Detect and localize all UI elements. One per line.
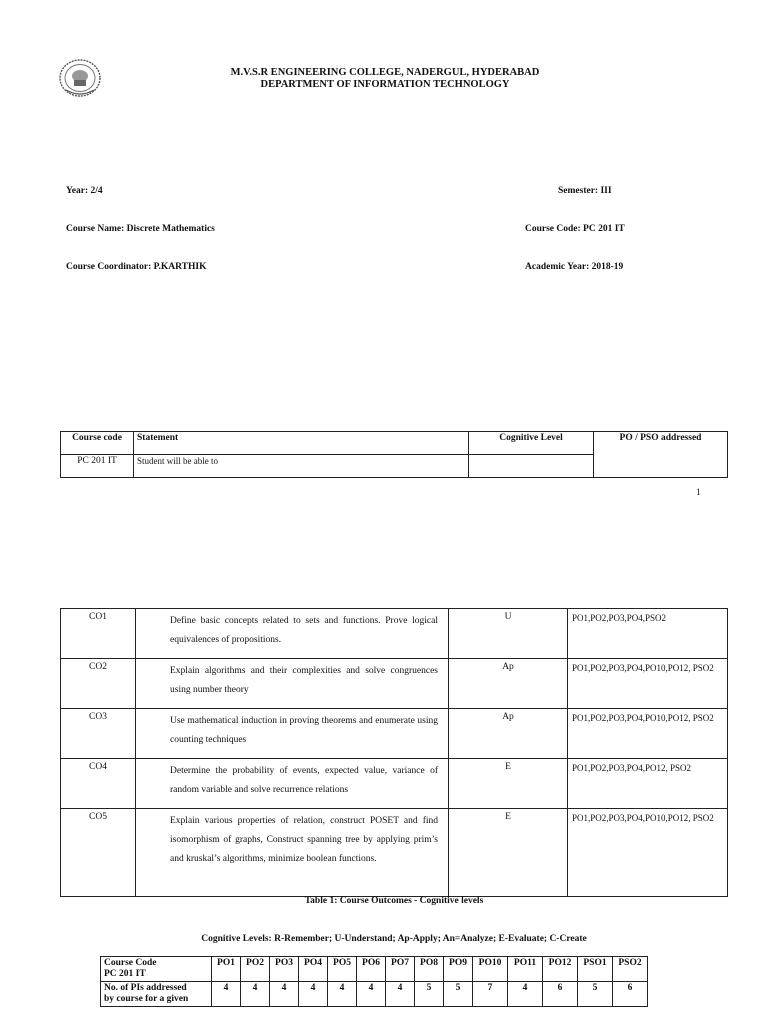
po-column-header: PO10	[473, 957, 508, 982]
course-code-cell: PC 201 IT	[61, 455, 134, 478]
semester-label: Semester: III	[558, 186, 612, 196]
header-course-code: Course code	[61, 432, 134, 455]
co-cell: CO4	[61, 759, 136, 809]
table-row	[61, 709, 728, 759]
po-cell: PO1,PO2,PO3,PO4,PO12, PSO2	[568, 759, 728, 809]
page-number: 1	[696, 488, 701, 498]
co-cell: CO3	[61, 709, 136, 759]
department-name: DEPARTMENT OF INFORMATION TECHNOLOGY	[260, 79, 510, 90]
pi-value-cell: 5	[444, 982, 473, 1007]
po-column-header: PO2	[241, 957, 270, 982]
pi-value-cell: 4	[212, 982, 241, 1007]
course-code-label: Course Code: PC 201 IT	[525, 224, 625, 234]
college-logo	[58, 58, 102, 98]
pi-value-cell: 5	[415, 982, 444, 1007]
pso-column-header: PSO2	[613, 957, 648, 982]
cognitive-level-cell	[469, 455, 594, 478]
level-cell: E	[449, 759, 568, 809]
pi-row-label-line1: No. of PIs addressed	[104, 983, 187, 993]
po-cell: PO1,PO2,PO3,PO4,PO10,PO12, PSO2	[568, 659, 728, 709]
po-column-header: PO8	[415, 957, 444, 982]
pi-value-cell: 4	[241, 982, 270, 1007]
course-name-label: Course Name: Discrete Mathematics	[66, 224, 215, 234]
po-column-header: PO6	[357, 957, 386, 982]
po-column-header: PO4	[299, 957, 328, 982]
year-label: Year: 2/4	[66, 186, 103, 196]
pi-value-cell: 4	[386, 982, 415, 1007]
course-outcomes-table	[60, 608, 728, 897]
course-table	[60, 431, 728, 478]
pi-row-label	[101, 982, 212, 1007]
po-column-header: PO5	[328, 957, 357, 982]
header-statement: Statement	[134, 432, 469, 455]
po-cell: PO1,PO2,PO3,PO4,PSO2	[568, 609, 728, 659]
statement-cell: Define basic concepts related to sets and functions. Prove logical equivalences of propositions.	[136, 609, 449, 659]
pi-row-label-line2: by course for a given	[104, 994, 189, 1004]
po-column-header: PO3	[270, 957, 299, 982]
cognitive-levels-legend: Cognitive Levels: R-Remember; U-Understand; Ap-Apply; An=Analyze; E-Evaluate; C-Create	[201, 934, 587, 944]
pi-value-cell: 6	[613, 982, 648, 1007]
statement-cell: Determine the probability of events, expected value, variance of random variable and solve recurrence relations	[136, 759, 449, 809]
po-column-header: PO12	[543, 957, 578, 982]
po-cell: PO1,PO2,PO3,PO4,PO10,PO12, PSO2	[568, 809, 728, 897]
academic-year-label: Academic Year: 2018-19	[525, 262, 624, 272]
header-po-pso: PO / PSO addressed	[594, 432, 728, 478]
pi-value-cell: 7	[473, 982, 508, 1007]
table-row	[61, 659, 728, 709]
statement-cell: Explain algorithms and their complexities and solve congruences using number theory	[136, 659, 449, 709]
statement-cell: Explain various properties of relation, construct POSET and find isomorphism of graphs, Construct spanning tree by applying prim’s and kruskal’s algorithms, minimize boolean functions.	[136, 809, 449, 897]
level-cell: E	[449, 809, 568, 897]
pso-column-header: PSO1	[578, 957, 613, 982]
co-cell: CO1	[61, 609, 136, 659]
po-column-header: PO7	[386, 957, 415, 982]
pi-value-cell: 4	[357, 982, 386, 1007]
level-cell: Ap	[449, 709, 568, 759]
pi-table	[100, 956, 648, 1007]
college-name: M.V.S.R ENGINEERING COLLEGE, NADERGUL, HYDERABAD	[230, 67, 540, 78]
pi-value-cell: 4	[270, 982, 299, 1007]
pi-value-cell: 5	[578, 982, 613, 1007]
pi-value-cell: 6	[543, 982, 578, 1007]
course-code-label: Course Code	[104, 958, 157, 968]
co-cell: CO5	[61, 809, 136, 897]
po-column-header: PO1	[212, 957, 241, 982]
co-cell: CO2	[61, 659, 136, 709]
statement-cell: Student will be able to	[134, 455, 469, 478]
statement-cell: Use mathematical induction in proving theorems and enumerate using counting techniques	[136, 709, 449, 759]
pi-value-cell: 4	[328, 982, 357, 1007]
po-cell: PO1,PO2,PO3,PO4,PO10,PO12, PSO2	[568, 709, 728, 759]
pi-value-cell: 4	[299, 982, 328, 1007]
course-code-header-cell	[101, 957, 212, 982]
table-row	[61, 759, 728, 809]
course-coordinator-label: Course Coordinator: P.KARTHIK	[66, 262, 207, 272]
table-row	[61, 609, 728, 659]
pi-value-cell: 4	[508, 982, 543, 1007]
level-cell: U	[449, 609, 568, 659]
po-column-header: PO9	[444, 957, 473, 982]
table-caption: Table 1: Course Outcomes - Cognitive levels	[304, 896, 484, 906]
header-cognitive-level: Cognitive Level	[469, 432, 594, 455]
level-cell: Ap	[449, 659, 568, 709]
table-row	[61, 809, 728, 897]
course-code-value: PC 201 IT	[104, 969, 146, 979]
po-column-header: PO11	[508, 957, 543, 982]
